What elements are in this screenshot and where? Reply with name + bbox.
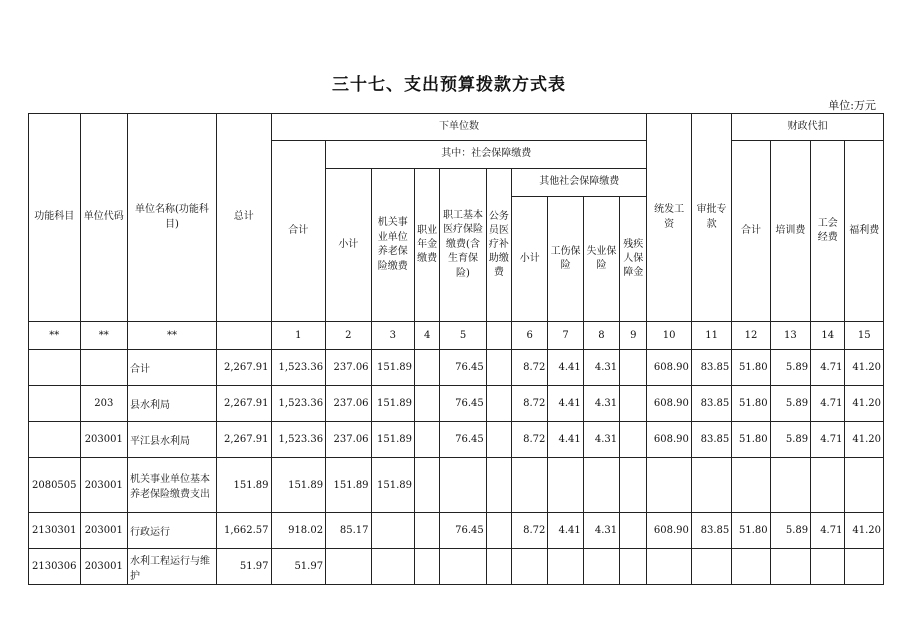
table-cell — [811, 549, 845, 585]
table-cell — [647, 549, 691, 585]
table-cell: 83.85 — [691, 513, 731, 549]
table-cell: 608.90 — [647, 422, 691, 458]
table-cell: 51.80 — [732, 386, 770, 422]
table-cell: 83.85 — [691, 386, 731, 422]
table-cell: 76.45 — [440, 386, 486, 422]
header-welfare: 福利费 — [845, 141, 884, 322]
table-cell — [732, 458, 770, 513]
table-cell — [415, 458, 440, 513]
table-cell — [326, 549, 371, 585]
column-index-cell: 6 — [512, 322, 548, 350]
table-cell — [29, 386, 81, 422]
table-cell: 76.45 — [440, 350, 486, 386]
table-cell: 203 — [80, 386, 128, 422]
table-cell — [583, 458, 619, 513]
header-injury: 工伤保险 — [548, 197, 583, 322]
table-cell: 151.89 — [371, 458, 414, 513]
budget-table — [28, 113, 884, 585]
table-body — [29, 322, 884, 585]
table-cell: 4.71 — [811, 386, 845, 422]
table-row — [29, 458, 884, 513]
table-cell: 237.06 — [326, 350, 371, 386]
table-cell: 51.80 — [732, 350, 770, 386]
table-cell: 8.72 — [512, 513, 548, 549]
header-total: 总计 — [216, 114, 271, 322]
table-cell — [620, 549, 647, 585]
column-index-cell: 12 — [732, 322, 770, 350]
table-cell — [486, 422, 511, 458]
page-title: 三十七、支出预算拨款方式表 — [332, 75, 566, 95]
table-cell: 51.97 — [271, 549, 326, 585]
table-cell: 85.17 — [326, 513, 371, 549]
table-cell: 151.89 — [371, 422, 414, 458]
table-cell: 4.31 — [583, 350, 619, 386]
header-other-social: 其他社会保障缴费 — [512, 169, 647, 197]
table-cell: 4.31 — [583, 386, 619, 422]
table-cell: 41.20 — [845, 350, 884, 386]
table-cell: 76.45 — [440, 513, 486, 549]
header-lower-total: 合计 — [271, 141, 326, 322]
table-cell: 203001 — [80, 549, 128, 585]
table-cell — [583, 549, 619, 585]
header-lower-units: 下单位数 — [271, 114, 647, 141]
table-cell — [732, 549, 770, 585]
table-cell: 合计 — [128, 350, 217, 386]
table-cell — [691, 549, 731, 585]
table-cell — [512, 458, 548, 513]
column-index-cell: 3 — [371, 322, 414, 350]
table-cell — [548, 458, 583, 513]
table-cell — [486, 350, 511, 386]
header-salary: 统发工资 — [647, 114, 691, 322]
table-cell: 5.89 — [770, 422, 810, 458]
header-training: 培训费 — [770, 141, 810, 322]
table-cell — [486, 458, 511, 513]
table-cell: 4.41 — [548, 513, 583, 549]
column-index-cell: 7 — [548, 322, 583, 350]
table-cell — [29, 422, 81, 458]
table-cell: 4.31 — [583, 513, 619, 549]
table-cell: 151.89 — [271, 458, 326, 513]
header-unit-name: 单位名称(功能科目) — [128, 114, 217, 322]
table-cell: 4.71 — [811, 513, 845, 549]
table-cell: 1,523.36 — [271, 386, 326, 422]
column-index-cell — [486, 322, 511, 350]
table-cell — [415, 549, 440, 585]
table-cell: 1,523.36 — [271, 422, 326, 458]
table-cell — [548, 549, 583, 585]
table-cell: 151.89 — [371, 350, 414, 386]
table-cell: 237.06 — [326, 386, 371, 422]
table-cell — [29, 350, 81, 386]
header-special: 审批专款 — [691, 114, 731, 322]
header-annuity: 职业年金缴费 — [415, 169, 440, 322]
table-cell: 2130301 — [29, 513, 81, 549]
table-cell — [620, 386, 647, 422]
table-cell: 608.90 — [647, 513, 691, 549]
table-cell: 5.89 — [770, 513, 810, 549]
table-cell: 8.72 — [512, 386, 548, 422]
table-cell: 83.85 — [691, 350, 731, 386]
header-social-security: 其中：社会保障缴费 — [326, 141, 647, 169]
table-cell — [620, 350, 647, 386]
table-cell — [440, 458, 486, 513]
header-civil-medical: 公务员医疗补助缴费 — [486, 169, 511, 322]
table-cell: 平江县水利局 — [128, 422, 217, 458]
table-cell: 203001 — [80, 422, 128, 458]
table-cell — [647, 458, 691, 513]
table-cell: 608.90 — [647, 350, 691, 386]
table-cell: 41.20 — [845, 513, 884, 549]
table-cell: 83.85 — [691, 422, 731, 458]
table-cell: 608.90 — [647, 386, 691, 422]
table-cell — [415, 513, 440, 549]
table-cell — [371, 513, 414, 549]
table-row — [29, 549, 884, 585]
table-cell: 2,267.91 — [216, 386, 271, 422]
table-cell — [620, 513, 647, 549]
table-cell: 151.89 — [326, 458, 371, 513]
table-cell: 5.89 — [770, 386, 810, 422]
table-cell: 4.71 — [811, 350, 845, 386]
column-index-cell: 5 — [440, 322, 486, 350]
table-cell: 237.06 — [326, 422, 371, 458]
table-cell: 8.72 — [512, 350, 548, 386]
column-index-cell: 1 — [271, 322, 326, 350]
table-cell: 县水利局 — [128, 386, 217, 422]
column-index-cell: 9 — [620, 322, 647, 350]
column-index-cell: 4 — [415, 322, 440, 350]
table-cell: 151.89 — [216, 458, 271, 513]
table-row — [29, 422, 884, 458]
table-cell: 4.31 — [583, 422, 619, 458]
table-cell — [845, 458, 884, 513]
table-cell: 203001 — [80, 458, 128, 513]
table-cell: 行政运行 — [128, 513, 217, 549]
table-cell — [415, 422, 440, 458]
column-index-cell: 14 — [811, 322, 845, 350]
table-cell: 1,662.57 — [216, 513, 271, 549]
header-other-subtotal: 小计 — [512, 197, 548, 322]
column-index-cell — [216, 322, 271, 350]
table-cell: 4.71 — [811, 422, 845, 458]
table-cell: 4.41 — [548, 386, 583, 422]
table-cell — [770, 549, 810, 585]
column-index-cell: 11 — [691, 322, 731, 350]
table-cell: 76.45 — [440, 422, 486, 458]
table-cell: 1,523.36 — [271, 350, 326, 386]
table-cell: 2080505 — [29, 458, 81, 513]
table-cell — [486, 513, 511, 549]
table-cell — [415, 386, 440, 422]
column-index-cell: 8 — [583, 322, 619, 350]
column-index-cell: 10 — [647, 322, 691, 350]
column-index-row — [29, 322, 884, 350]
table-cell: 2130306 — [29, 549, 81, 585]
header-pension: 机关事业单位养老保险缴费 — [371, 169, 414, 322]
table-cell: 2,267.91 — [216, 422, 271, 458]
table-cell — [415, 350, 440, 386]
table-row — [29, 350, 884, 386]
header-finance: 财政代扣 — [732, 114, 884, 141]
table-cell: 机关事业单位基本养老保险缴费支出 — [128, 458, 217, 513]
header-social-subtotal: 小计 — [326, 169, 371, 322]
header-medical: 职工基本医疗保险缴费(含生育保险) — [440, 169, 486, 322]
table-cell — [80, 350, 128, 386]
table-cell — [770, 458, 810, 513]
table-cell — [486, 549, 511, 585]
header-union: 工会经费 — [811, 141, 845, 322]
table-cell — [691, 458, 731, 513]
header-fin-total: 合计 — [732, 141, 770, 322]
unit-label: 单位:万元 — [828, 99, 876, 112]
table-cell — [371, 549, 414, 585]
table-cell: 51.97 — [216, 549, 271, 585]
table-cell — [620, 458, 647, 513]
table-cell: 51.80 — [732, 513, 770, 549]
header-unit-code: 单位代码 — [80, 114, 128, 322]
table-cell: 8.72 — [512, 422, 548, 458]
table-cell — [512, 549, 548, 585]
table-cell — [440, 549, 486, 585]
table-cell — [845, 549, 884, 585]
table-cell — [486, 386, 511, 422]
table-cell: 918.02 — [271, 513, 326, 549]
header-func-code: 功能科目 — [29, 114, 81, 322]
table-cell: 203001 — [80, 513, 128, 549]
table-cell — [620, 422, 647, 458]
table-row — [29, 386, 884, 422]
table-row — [29, 513, 884, 549]
header-unemployment: 失业保险 — [583, 197, 619, 322]
table-cell — [811, 458, 845, 513]
column-index-cell: ** — [128, 322, 217, 350]
table-cell: 41.20 — [845, 386, 884, 422]
table-cell: 151.89 — [371, 386, 414, 422]
column-index-cell: 2 — [326, 322, 371, 350]
table-cell: 51.80 — [732, 422, 770, 458]
table-cell: 4.41 — [548, 422, 583, 458]
table-cell: 5.89 — [770, 350, 810, 386]
table-cell: 4.41 — [548, 350, 583, 386]
column-index-cell: ** — [80, 322, 128, 350]
table-cell: 2,267.91 — [216, 350, 271, 386]
table-cell: 41.20 — [845, 422, 884, 458]
header-disability: 残疾人保障金 — [620, 197, 647, 322]
column-index-cell: ** — [29, 322, 81, 350]
table-cell: 水利工程运行与维护 — [128, 549, 217, 585]
column-index-cell: 15 — [845, 322, 884, 350]
column-index-cell: 13 — [770, 322, 810, 350]
